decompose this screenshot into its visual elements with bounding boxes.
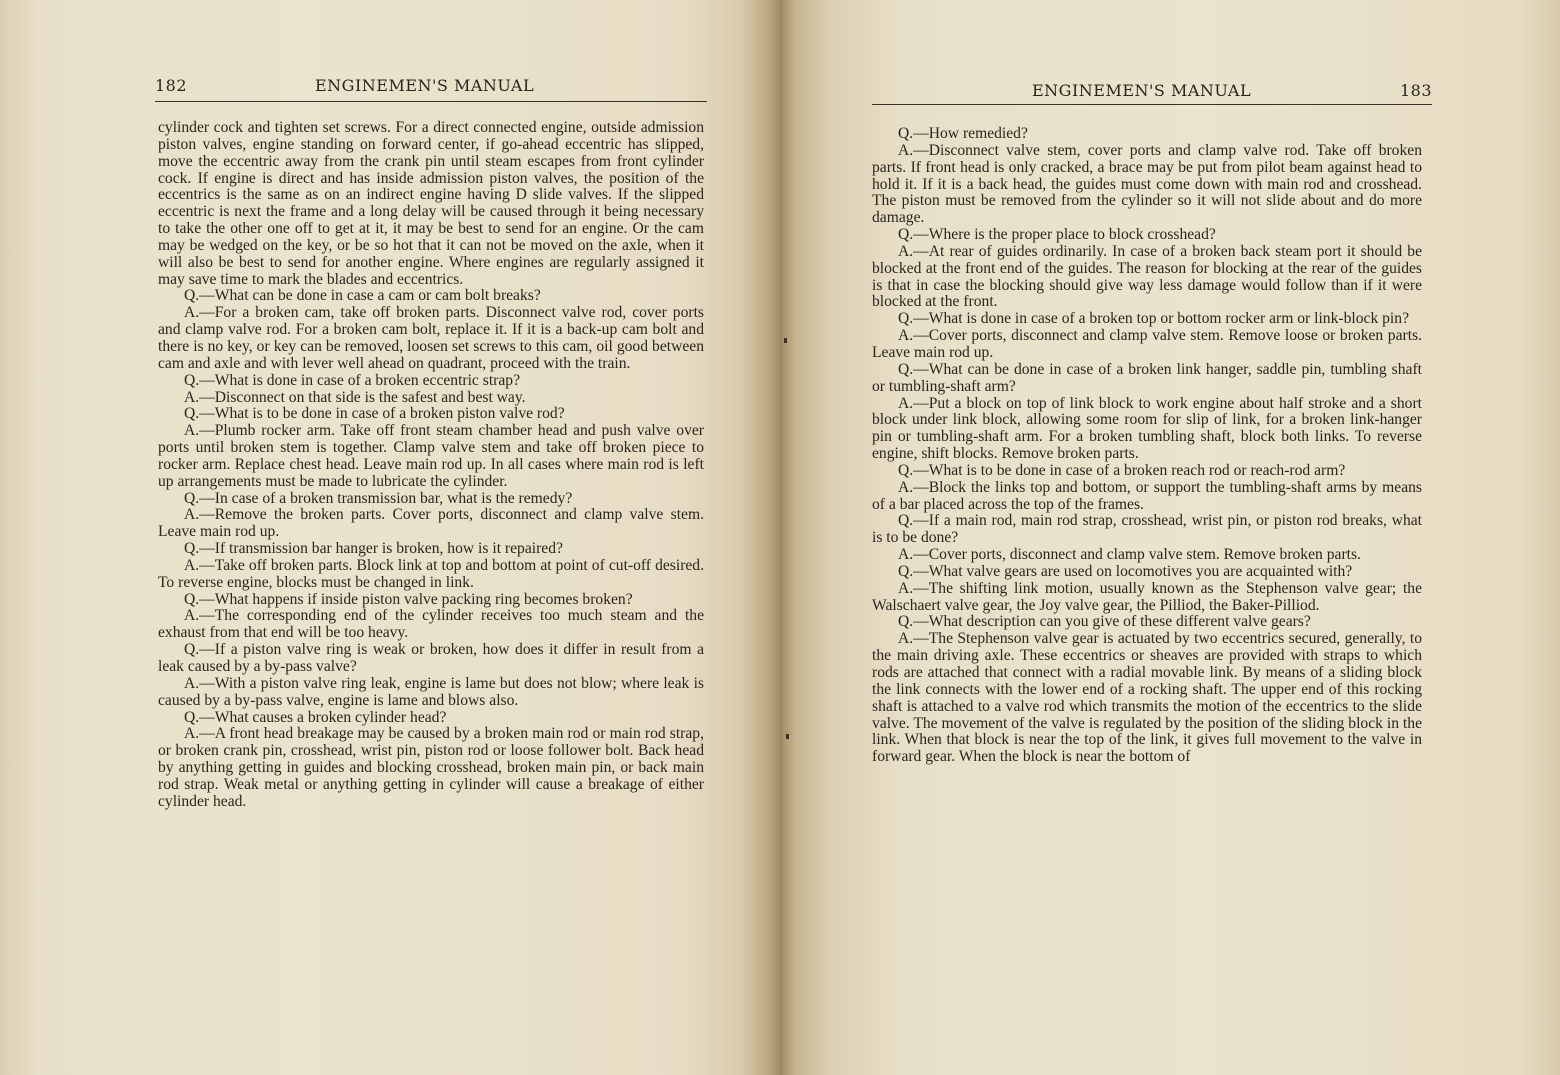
question: Q.—How remedied? [898,125,1028,142]
answer: A.—Disconnect on that side is the safest and best way. [184,388,526,406]
answer: A.—For a broken cam, take off broken parts. Disconnect valve rod, cover ports and clamp valve rod. For a broken cam bolt, replace it. If it is a back-up cam bolt and there is no key, or key can be removed, loosen set screws to this cam, oil good between cam and axle and with lever well ahead on quadrant, proceed with the train. [158,304,704,372]
question: Q.—What can be done in case a cam or cam bolt breaks? [184,287,541,305]
right-page-header [872,81,1432,103]
question: Q.—What valve gears are used on locomotives you are acquainted with? [898,562,1353,580]
question: Q.—What is to be done in case of a broken reach rod or reach-rod arm? [898,461,1346,479]
right-page [782,0,1560,1075]
answer: A.—At rear of guides ordinarily. In case of a broken back steam port it should be blocked at the front end of the guides. The reason for blocking at the rear of the guides is that in case the blocking should give way less damage would follow than if it were blocked at the front. [872,242,1422,311]
question: Q.—If a main rod, main rod strap, crosshead, wrist pin, or piston rod breaks, what is to be done? [872,512,1422,547]
answer: A.—The shifting link motion, usually known as the Stephenson valve gear; the Walschaert valve gear, the Joy valve gear, the Pilliod, the Baker-Pilliod. [872,579,1422,614]
page-number: 183 [1399,81,1432,100]
question: Q.—In case of a broken transmission bar, what is the remedy? [184,489,573,507]
question: Q.—Where is the proper place to block crosshead? [898,226,1216,244]
answer: A.—Block the links top and bottom, or support the tumbling-shaft arms by means of a bar placed across the top of the frames. [872,478,1422,513]
header-rule [155,101,707,102]
gutter-mark [784,338,787,343]
answer: A.—With a piston valve ring leak, engine is lame but does not blow; where leak is caused by a by-pass valve, engine is lame and blows also. [158,674,704,709]
running-head: ENGINEMEN'S MANUAL [1032,81,1252,100]
left-page-header [155,76,705,98]
question: Q.—What is to be done in case of a broken piston valve rod? [184,405,565,423]
answer: A.—Take off broken parts. Block link at top and bottom at point of cut-off desired. To reverse engine, blocks must be changed in link. [158,556,704,591]
answer: A.—A front head breakage may be caused by a broken main rod or main rod strap, or broken crank pin, crosshead, wrist pin, piston rod or loose follower bolt. Back head by anything getting in guides and blocking crosshead, broken main pin, or back main rod strap. Weak metal or anything getting in cylinder will cause a breakage of either cylinder head. [158,725,704,810]
question: Q.—If transmission bar hanger is broken, how is it repaired? [184,540,563,558]
right-page-text [872,126,1422,766]
answer: A.—Put a block on top of link block to work engine about half stroke and a short block under link block, allowing some room for slip of link, for a broken link-hanger pin or tumbling-shaft arm. For a broken tumbling shaft, block both links. To reverse engine, shift blocks. Remove broken parts. [872,394,1422,463]
paragraph: cylinder cock and tighten set screws. For a direct connected engine, outside admission piston valves, engine standing on forward center, if go-ahead eccentric has slipped, move the eccentric away from the crank pin until steam escapes from front cylinder cock. If engine is direct and has inside admission piston valves, the position of the eccentrics is the same as on an indirect engine having D slide valves. If the slipped eccentric is next the frame and a long delay will be caused through it being necessary to take the other one off to get at it, it may be best to send for an engine. Or the cam may be wedged on the key, or be so hot that it can not be moved on the axle, when it will also be best to send for another engine. Where engines are regularly assigned it may save time to mark the blades and eccentrics. [158,119,704,288]
gutter-mark [786,734,789,739]
question: Q.—What is done in case of a broken top or bottom rocker arm or link-block pin? [898,310,1409,328]
answer: A.—The Stephenson valve gear is actuated by two eccentrics secured, generally, to the main driving axle. These eccentrics or sheaves are provided with straps to which rods are attached that connect with a radial movable link. By means of a sliding block the link connects with the lower end of a rocking shaft. The upper end of this rocking shaft is attached to a valve rod which transmits the motion of the eccentrics to the slide valve. The movement of the valve is regulated by the position of the sliding block in the link. When that block is near the top of the link, it gives full movement to the valve in forward gear. When the block is near the bottom of [872,630,1422,766]
answer: A.—Plumb rocker arm. Take off front steam chamber head and push valve over ports until broken stem is together. Clamp valve stem and take off broken piece to rocker arm. Replace chest head. Leave main rod up. In all cases where main rod is left up arrangements must be made to lubricate the cylinder. [158,422,704,490]
question: Q.—What description can you give of these different valve gears? [898,613,1311,631]
header-rule [872,104,1432,105]
question: Q.—What happens if inside piston valve packing ring becomes broken? [184,590,633,608]
answer: A.—Disconnect valve stem, cover ports and clamp valve rod. Take off broken parts. If front head is only cracked, a brace may be put from pilot beam against head to hold it. If it is a back head, the guides must come down with main rod and crosshead. The piston must be removed from the cylinder so it will not slide about and do more damage. [872,141,1422,227]
answer: A.—Remove the broken parts. Cover ports, disconnect and clamp valve stem. Leave main rod up. [158,506,704,541]
question: Q.—What can be done in case of a broken link hanger, saddle pin, tumbling shaft or tumbling-shaft arm? [872,360,1422,395]
page-number: 182 [155,76,188,95]
question: Q.—If a piston valve ring is weak or broken, how does it differ in result from a leak caused by a by-pass valve? [158,641,704,675]
answer: A.—Cover ports, disconnect and clamp valve stem. Remove loose or broken parts. Leave main rod up. [872,327,1422,361]
answer: A.—The corresponding end of the cylinder receives too much steam and the exhaust from that end will be too heavy. [158,607,704,642]
answer: A.—Cover ports, disconnect and clamp valve stem. Remove broken parts. [898,546,1361,564]
question: Q.—What causes a broken cylinder head? [184,708,447,726]
left-page-text [158,120,704,811]
running-head: ENGINEMEN'S MANUAL [315,76,535,95]
question: Q.—What is done in case of a broken eccentric strap? [184,371,520,389]
